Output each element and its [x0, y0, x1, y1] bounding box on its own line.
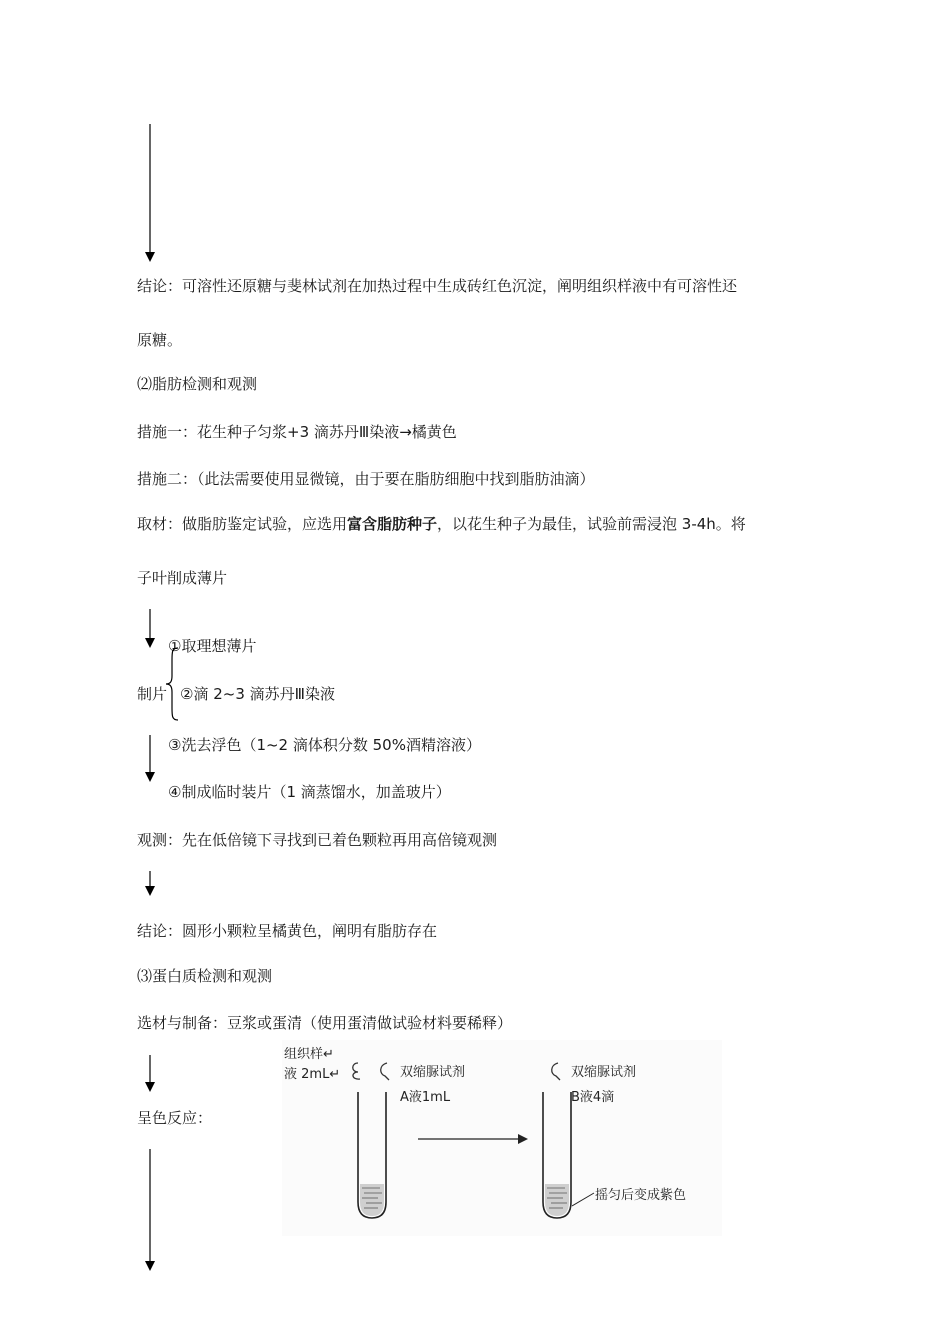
dropper-icon-sample [348, 1060, 368, 1082]
figure-sample-line2: 液 2mL↵ [284, 1067, 341, 1082]
prep-step4: ④制成临时装片（1 滴蒸馏水，加盖玻片） [168, 783, 451, 801]
prep-step3: ③洗去浮色（1~2 滴体积分数 50%酒精溶液） [168, 736, 481, 754]
fat-method2: 措施二：（此法需要使用显微镜，由于要在脂肪细胞中找到脂肪油滴） [137, 470, 595, 488]
material-suffix: ，以花生种子为最佳，试验前需浸泡 3-4h。将 [437, 515, 746, 533]
protein-reaction-label: 呈色反应： [137, 1109, 213, 1127]
sugar-conclusion-line2: 原糖。 [137, 331, 183, 349]
prep-step1: ①取理想薄片 [168, 637, 257, 655]
protein-material: 选材与制备：豆浆或蛋清（使用蛋清做试验材料要稀释） [137, 1014, 513, 1032]
figure-result: 摇匀后变成紫色 [595, 1188, 687, 1203]
fat-material-line1 [137, 514, 746, 534]
dropper-icon-reagent-b [546, 1060, 566, 1082]
fat-conclusion: 结论：圆形小颗粒呈橘黄色，阐明有脂肪存在 [137, 922, 438, 940]
figure-reagent-a-amount: A液1mL [400, 1090, 451, 1105]
biuret-figure [282, 1040, 722, 1236]
test-tube-2-icon [539, 1092, 575, 1222]
figure-reagent-a-name: 双缩脲试剂 [400, 1065, 466, 1080]
sugar-conclusion-line1: 结论：可溶性还原糖与斐林试剂在加热过程中生成砖红色沉淀，阐明组织样液中有可溶性还 [137, 277, 738, 295]
flow-arrow-prep-bottom [143, 734, 157, 784]
fat-material-line2: 子叶削成薄片 [137, 569, 228, 587]
figure-sample-line1: 组织样↵ [284, 1047, 334, 1062]
flow-arrow-top [143, 122, 157, 264]
fat-method1: 措施一：花生种子匀浆+3 滴苏丹Ⅲ染液→橘黄色 [137, 423, 457, 441]
figure-reagent-b-name: 双缩脲试剂 [571, 1065, 637, 1080]
flow-arrow-observe [143, 870, 157, 898]
flow-arrow-bottom [143, 1148, 157, 1274]
figure-reagent-b-amount: B液4滴 [571, 1090, 615, 1105]
flow-arrow-protein [143, 1054, 157, 1094]
protein-heading: ⑶蛋白质检测和观测 [137, 967, 273, 985]
fat-heading: ⑵脂肪检测和观测 [137, 375, 258, 393]
fat-observe: 观测：先在低倍镜下寻找到已着色颗粒再用高倍镜观测 [137, 831, 498, 849]
prep-step2: ②滴 2~3 滴苏丹Ⅲ染液 [180, 685, 335, 703]
process-arrow [418, 1132, 530, 1146]
prep-brace [164, 646, 180, 722]
flow-arrow-prep-top [143, 608, 157, 650]
dropper-icon-reagent-a [375, 1060, 395, 1082]
material-bold: 富含脂肪种子 [347, 515, 438, 533]
material-prefix: 取材：做脂肪鉴定试验，应选用 [137, 515, 348, 533]
prep-label: 制片 [137, 685, 168, 703]
test-tube-1-icon [354, 1092, 390, 1222]
